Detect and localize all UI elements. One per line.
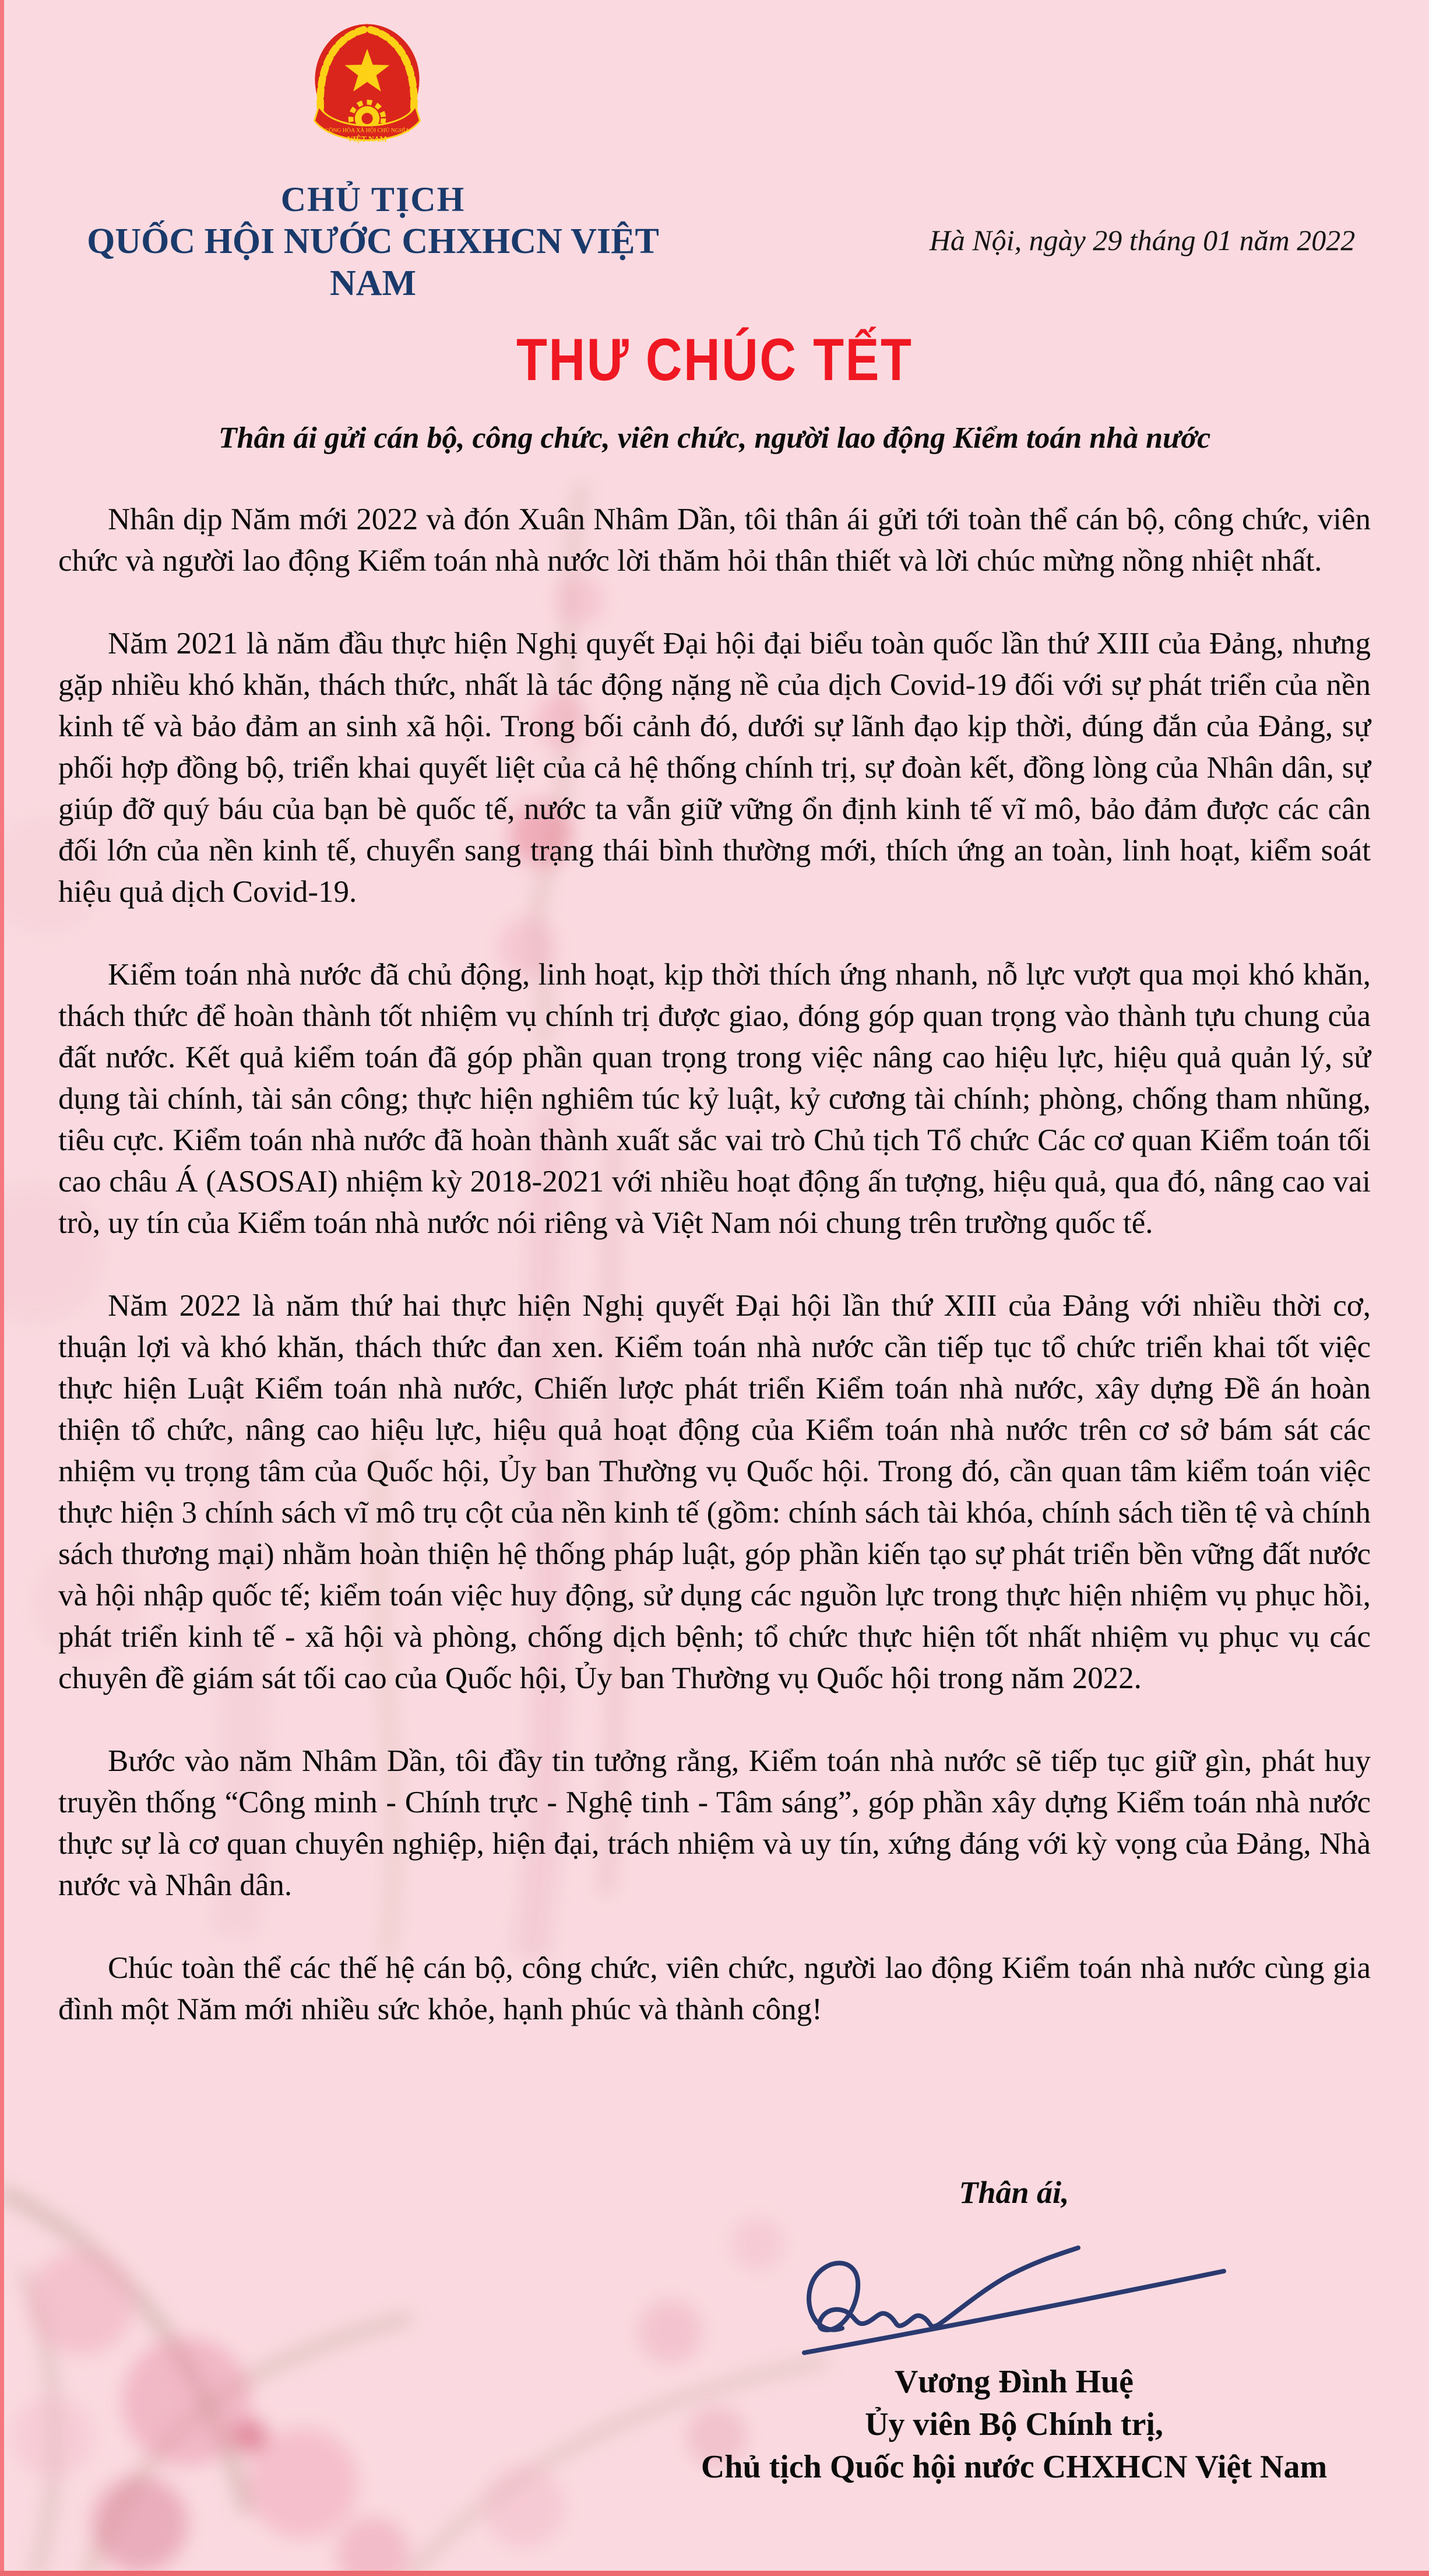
emblem-banner-line1: CỘNG HÒA XÃ HỘI CHỦ NGHĨA bbox=[325, 127, 408, 134]
letter-paragraph: Chúc toàn thể các thế hệ cán bộ, công chức, viên chức, người lao động Kiểm toán nhà nước cùng gia đình một Năm mới nhiều sức khỏe, hạnh phúc và thành công! bbox=[58, 1951, 1371, 2026]
salutation-line: Thân ái gửi cán bộ, công chức, viên chức, người lao động Kiểm toán nhà nước bbox=[218, 421, 1211, 455]
letter-title-text: THƯ CHÚC TẾT bbox=[516, 326, 913, 393]
org-name: QUỐC HỘI NƯỚC CHXHCN VIỆT NAM bbox=[87, 222, 659, 303]
signer-name: Vương Đình Huệ bbox=[894, 2364, 1134, 2400]
signer-title-2: Chủ tịch Quốc hội nước CHXHCN Việt Nam bbox=[701, 2449, 1328, 2485]
letter-paragraph: Năm 2022 là năm thứ hai thực hiện Nghị quyết Đại hội lần thứ XIII của Đảng với nhiều thời cơ, thuận lợi và khó khăn, thách thức đan xen. Kiểm toán nhà nước cần tiếp tục tổ chức triển khai tốt việc thực hiện Luật Kiểm toán nhà nước, Chiến lược phát triển Kiểm toán nhà nước, xây dựng Đề án hoàn thiện tổ chức, nâng cao hiệu lực, hiệu quả hoạt động của Kiểm toán nhà nước trên cơ sở bám sát các nhiệm vụ trọng tâm của Quốc hội, Ủy ban Thường vụ Quốc hội. Trong đó, cần quan tâm kiểm toán việc thực hiện 3 chính sách vĩ mô trụ cột của nền kinh tế (gồm: chính sách tài khóa, chính sách tiền tệ và chính sách thương mại) nhằm hoàn thiện hệ thống pháp luật, góp phần kiến tạo sự phát triển bền vững đất nước và hội nhập quốc tế; kiểm toán việc huy động, sử dụng các nguồn lực trong thực hiện nhiệm vụ phục hồi, phát triển kinh tế - xã hội và phòng, chống dịch bệnh; tổ chức thực hiện tốt nhất nhiệm vụ phục vụ các chuyên đề giám sát tối cao của Quốc hội, Ủy ban Thường vụ Quốc hội trong năm 2022. bbox=[58, 1289, 1371, 1695]
letter-paragraph: Nhân dịp Năm mới 2022 và đón Xuân Nhâm Dần, tôi thân ái gửi tới toàn thể cán bộ, công chức, viên chức và người lao động Kiểm toán nhà nước lời thăm hỏi thân thiết và lời chúc mừng nồng nhiệt nhất. bbox=[58, 502, 1371, 578]
national-emblem bbox=[305, 21, 429, 163]
signer-title-1: Ủy viên Bộ Chính trị, bbox=[865, 2406, 1163, 2443]
org-title: CHỦ TỊCH bbox=[280, 180, 466, 219]
valediction: Thân ái, bbox=[959, 2175, 1069, 2210]
dateline: Hà Nội, ngày 29 tháng 01 năm 2022 bbox=[929, 224, 1356, 256]
letter-title bbox=[0, 328, 1429, 392]
letter-paragraph: Bước vào năm Nhâm Dần, tôi đầy tin tưởng rằng, Kiểm toán nhà nước sẽ tiếp tục giữ gìn, phát huy truyền thống “Công minh - Chính trực - Nghệ tinh - Tâm sáng”, góp phần xây dựng Kiểm toán nhà nước thực sự là cơ quan chuyên nghiệp, hiện đại, trách nhiệm và uy tín, xứng đáng với kỳ vọng của Đảng, Nhà nước và Nhân dân. bbox=[58, 1744, 1371, 1902]
emblem-banner-line2: VIỆT NAM bbox=[347, 134, 388, 143]
bottom-edge-accent bbox=[0, 2571, 1429, 2576]
letter-body bbox=[58, 499, 1371, 2030]
letterhead-org bbox=[52, 178, 694, 304]
handwritten-signature-icon bbox=[734, 2217, 1294, 2363]
letter-paragraph: Kiểm toán nhà nước đã chủ động, linh hoạt, kịp thời thích ứng nhanh, nỗ lực vượt qua mọi khó khăn, thách thức để hoàn thành tốt nhiệm vụ chính trị được giao, đóng góp quan trọng vào thành tựu chung của đất nước. Kết quả kiểm toán đã góp phần quan trọng trong việc nâng cao hiệu lực, hiệu quả quản lý, sử dụng tài chính, tài sản công; thực hiện nghiêm túc kỷ luật, kỷ cương tài chính; phòng, chống tham nhũng, tiêu cực. Kiểm toán nhà nước đã hoàn thành xuất sắc vai trò Chủ tịch Tổ chức Các cơ quan Kiểm toán tối cao châu Á (ASOSAI) nhiệm kỳ 2018-2021 với nhiều hoạt động ấn tượng, hiệu quả, qua đó, nâng cao vai trò, uy tín của Kiểm toán nhà nước nói riêng và Việt Nam nói chung trên trường quốc tế. bbox=[58, 958, 1371, 1240]
closing-block bbox=[606, 2171, 1422, 2489]
letter-paragraph: Năm 2021 là năm đầu thực hiện Nghị quyết Đại hội đại biểu toàn quốc lần thứ XIII của Đảng, nhưng gặp nhiều khó khăn, thách thức, nhất là tác động nặng nề của dịch Covid-19 đối với sự phát triển của nền kinh tế và bảo đảm an sinh xã hội. Trong bối cảnh đó, dưới sự lãnh đạo kịp thời, đúng đắn của Đảng, sự phối hợp đồng bộ, triển khai quyết liệt của cả hệ thống chính trị, sự đoàn kết, đồng lòng của Nhân dân, sự giúp đỡ quý báu của bạn bè quốc tế, nước ta vẫn giữ vững ổn định kinh tế vĩ mô, bảo đảm được các cân đối lớn của nền kinh tế, chuyển sang trạng thái bình thường mới, thích ứng an toàn, linh hoạt, kiểm soát hiệu quả dịch Covid-19. bbox=[58, 627, 1371, 909]
